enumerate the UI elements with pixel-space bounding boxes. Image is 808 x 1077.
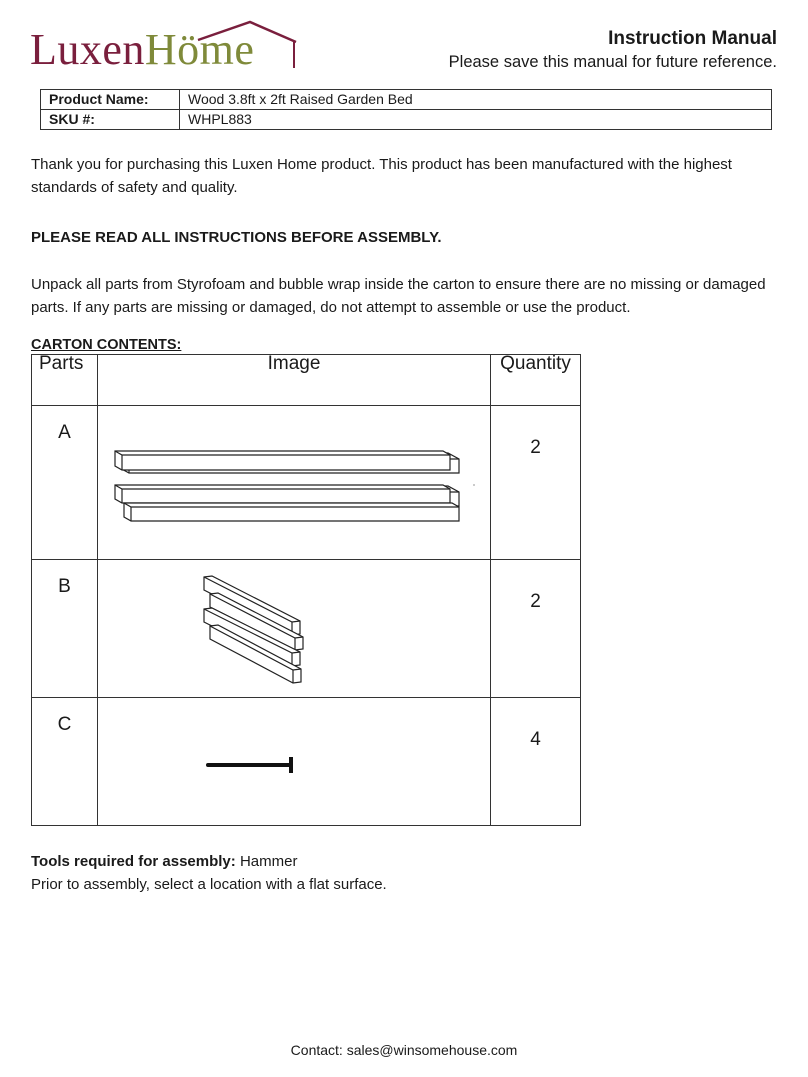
read-instructions-warning: PLEASE READ ALL INSTRUCTIONS BEFORE ASSEMBLY. <box>31 229 442 246</box>
brand-wordmark <box>30 26 254 74</box>
unpack-paragraph: Unpack all parts from Styrofoam and bubble wrap inside the carton to ensure there are no missing or damaged parts. If any parts are missing or damaged, do not attempt to assemble or use the product. <box>31 276 766 316</box>
short-boards-icon <box>98 560 496 697</box>
prior-to-assembly-note: Prior to assembly, select a location with a flat surface. <box>31 876 387 893</box>
product-name-label: Product Name: <box>41 90 180 110</box>
long-boards-icon <box>98 406 496 559</box>
tools-required <box>31 850 781 873</box>
manual-subtitle: Please save this manual for future reference. <box>448 53 777 71</box>
sku-label: SKU #: <box>41 110 180 130</box>
product-info-table <box>40 89 772 130</box>
nail-icon <box>98 698 496 826</box>
tools-value: Hammer <box>235 853 298 870</box>
intro-paragraph: Thank you for purchasing this Luxen Home product. This product has been manufactured with the highest standards of safety and quality. <box>31 156 732 196</box>
table-row <box>32 560 581 698</box>
part-quantity: 4 <box>491 698 581 826</box>
product-name-row <box>41 90 772 110</box>
contact-footer: Contact: sales@winsomehouse.com <box>290 1042 518 1058</box>
brand-name-luxen: Luxen <box>30 25 145 74</box>
brand-logo <box>30 18 300 74</box>
column-header-image: Image <box>98 355 491 406</box>
part-image-cell <box>98 560 491 698</box>
part-quantity: 2 <box>491 560 581 698</box>
part-id: C <box>32 698 98 826</box>
table-header-row <box>32 355 581 406</box>
manual-title: Instruction Manual <box>608 28 777 49</box>
part-id: A <box>32 406 98 560</box>
product-name-value: Wood 3.8ft x 2ft Raised Garden Bed <box>180 90 772 110</box>
sku-value: WHPL883 <box>180 110 772 130</box>
part-image-cell <box>98 406 491 560</box>
column-header-parts: Parts <box>32 355 98 406</box>
part-quantity: 2 <box>491 406 581 560</box>
carton-contents-table <box>31 354 581 826</box>
carton-contents-heading: CARTON CONTENTS: <box>31 337 182 353</box>
table-row <box>32 406 581 560</box>
column-header-quantity: Quantity <box>491 355 581 406</box>
sku-row <box>41 110 772 130</box>
table-row <box>32 698 581 826</box>
brand-name-home: Höme <box>144 25 255 74</box>
part-image-cell <box>98 698 491 826</box>
part-id: B <box>32 560 98 698</box>
tools-label: Tools required for assembly: <box>31 853 236 870</box>
